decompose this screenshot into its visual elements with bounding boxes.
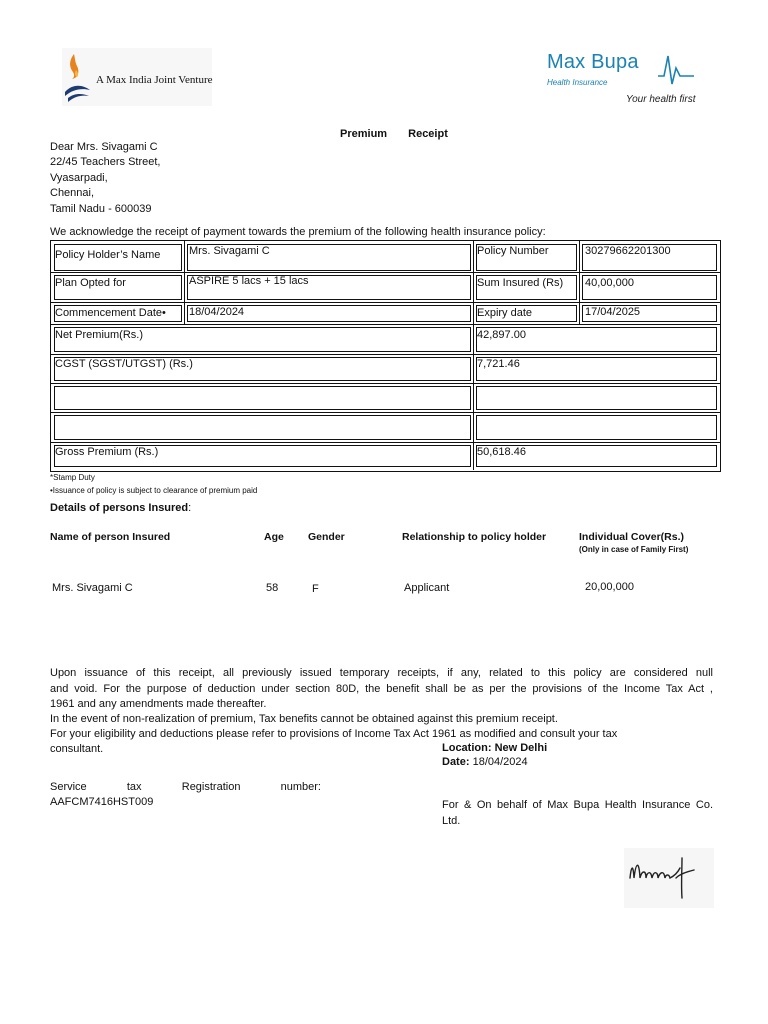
address-line-1: 22/45 Teachers Street, <box>50 156 161 168</box>
holder-name-value: Mrs. Sivagami C <box>189 245 270 257</box>
insured-name: Mrs. Sivagami C <box>52 582 133 594</box>
note-p2: In the event of non-realization of premium, Tax benefits cannot be obtained against this premium receipt. <box>50 713 558 725</box>
brand-subtitle: Health Insurance <box>547 78 608 87</box>
address-line-3: Chennai, <box>50 187 95 199</box>
col-relationship-header: Relationship to policy holder <box>402 531 547 543</box>
plan-label: Plan Opted for <box>55 277 126 289</box>
gross-premium-value: 50,618.46 <box>477 446 526 458</box>
issuance-note: •Issuance of policy is subject to clearance of premium paid <box>50 486 258 495</box>
note-p1-line1: Upon issuance of this receipt, all previously issued temporary receipts, if any, related to this policy are considered null <box>50 667 713 679</box>
insured-cover: 20,00,000 <box>585 581 634 593</box>
brand-tagline: Your health first <box>626 94 696 105</box>
location-row <box>442 742 547 754</box>
net-premium-label: Net Premium(Rs.) <box>55 329 144 341</box>
stamp-duty-note: *Stamp Duty <box>50 473 95 482</box>
sum-insured-value: 40,00,000 <box>585 277 634 289</box>
col-gender-header: Gender <box>308 531 345 543</box>
net-premium-value: 42,897.00 <box>477 329 526 341</box>
cgst-value: 7,721.46 <box>477 358 520 370</box>
holder-name-label: Policy Holder’s Name <box>55 249 161 261</box>
insured-heading-colon: : <box>188 502 192 514</box>
address-line-4: Tamil Nadu - 600039 <box>50 203 152 215</box>
heartbeat-icon <box>658 48 698 88</box>
note-p1-line2: and void. For the purpose of deduction under section 80D, the benefit shall be as per the provisions of the Income Tax Act , <box>50 683 713 695</box>
plan-value: ASPIRE 5 lacs + 15 lacs <box>189 275 309 287</box>
col-cover-note: (Only in case of Family First) <box>579 545 689 554</box>
sum-insured-label: Sum Insured (Rs) <box>477 277 564 289</box>
col-cover-header: Individual Cover(Rs.) <box>579 531 685 543</box>
signature <box>624 848 714 908</box>
note-p3: For your eligibility and deductions please refer to provisions of Income Tax Act 1961 as modified and consult your tax <box>50 728 618 740</box>
brand-name: Max Bupa <box>547 51 639 73</box>
policy-number-value: 30279662201300 <box>585 245 671 257</box>
commencement-date-label: Commencement Date• <box>55 307 166 319</box>
joint-venture-text: A Max India Joint Venture <box>96 74 213 86</box>
signature-icon <box>624 848 714 908</box>
page-title: Premium Receipt <box>340 128 448 140</box>
max-india-logo <box>62 48 212 106</box>
policy-number-label: Policy Number <box>477 245 549 257</box>
note-p3-line2: consultant. <box>50 743 104 755</box>
location-label: Location: <box>442 742 492 754</box>
policy-details-table <box>50 240 721 472</box>
col-age-header: Age <box>264 531 284 543</box>
insured-gender: F <box>312 583 319 595</box>
flame-logo-icon <box>62 48 96 106</box>
gross-premium-label: Gross Premium (Rs.) <box>55 446 159 458</box>
salutation: Dear Mrs. Sivagami C <box>50 141 158 153</box>
service-tax-number: AAFCM7416HST009 <box>50 796 154 808</box>
date-value: 18/04/2024 <box>472 756 528 768</box>
address-line-2: Vyasarpadi, <box>50 172 108 184</box>
insured-age: 58 <box>266 582 279 594</box>
behalf-line1: For & On behalf of Max Bupa Health Insurance Co. <box>442 799 713 811</box>
max-bupa-logo <box>540 44 710 110</box>
date-row <box>442 756 528 768</box>
behalf-line2: Ltd. <box>442 815 461 827</box>
location-value: New Delhi <box>494 742 548 754</box>
expiry-date-label: Expiry date <box>477 307 533 319</box>
insured-relationship: Applicant <box>404 582 450 594</box>
insured-heading: Details of persons Insured <box>50 502 189 514</box>
note-p1-line3: 1961 and any amendments made thereafter. <box>50 698 267 710</box>
cgst-label: CGST (SGST/UTGST) (Rs.) <box>55 358 193 370</box>
date-label: Date: <box>442 756 470 768</box>
acknowledgement-text: We acknowledge the receipt of payment towards the premium of the following health insurance policy: <box>50 226 546 238</box>
expiry-date-value: 17/04/2025 <box>585 306 641 318</box>
service-tax-label: Service tax Registration number: <box>50 781 321 793</box>
col-name-header: Name of person Insured <box>50 531 171 543</box>
insured-heading-row <box>50 502 191 514</box>
commencement-date-value: 18/04/2024 <box>189 306 245 318</box>
